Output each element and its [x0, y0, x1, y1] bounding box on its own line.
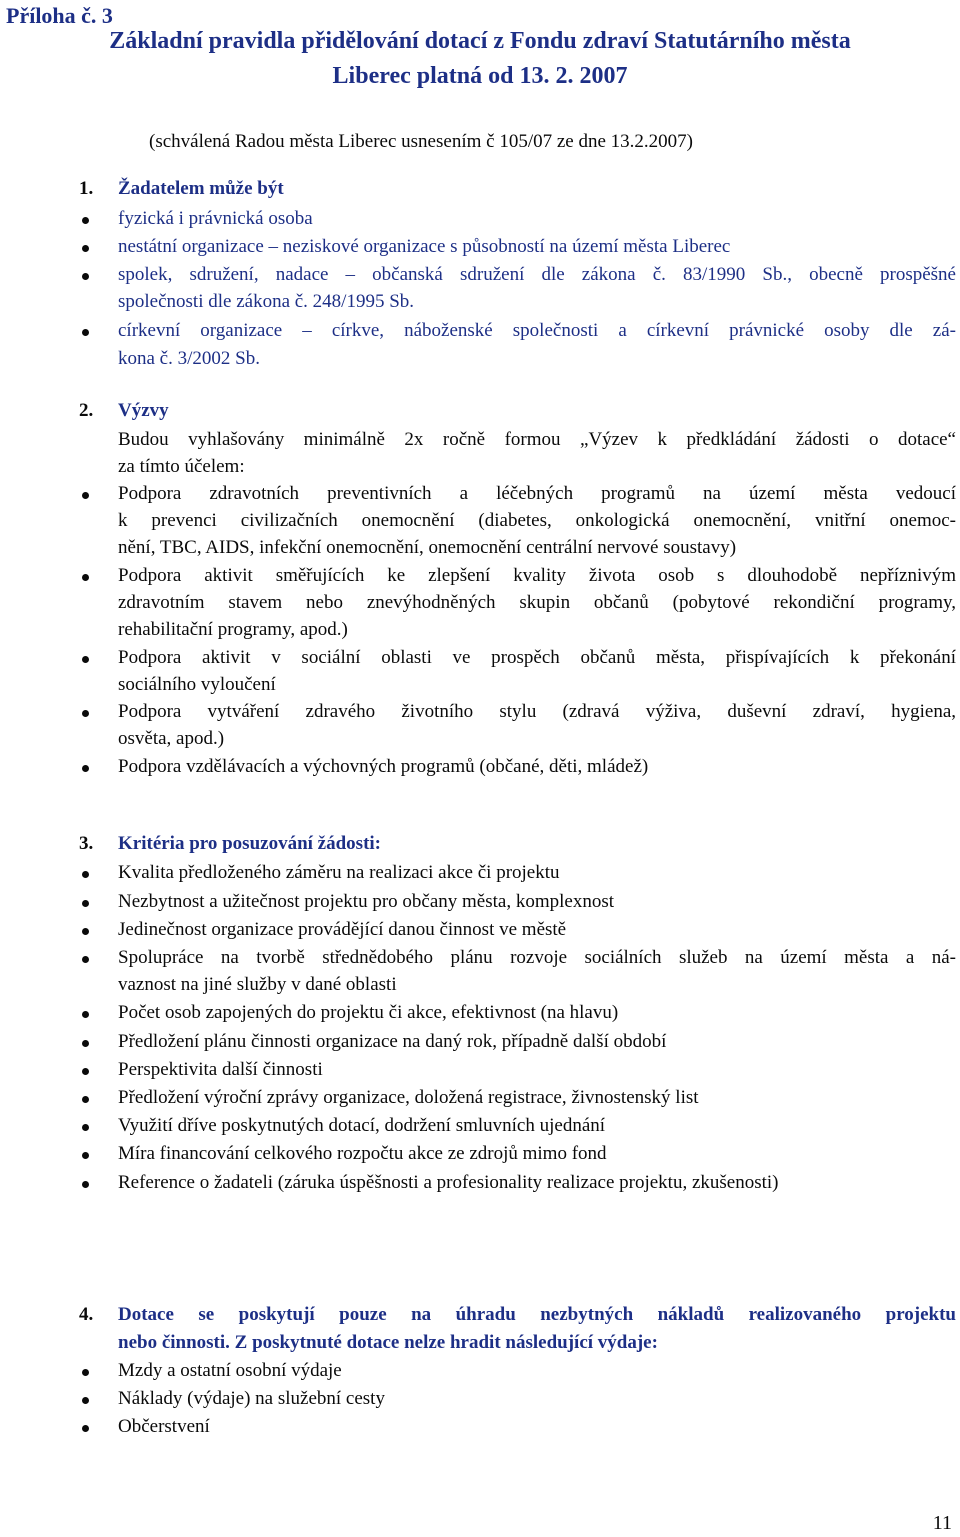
list-item: Předložení výroční zprávy organizace, doložená registrace, živnostenský list [118, 1087, 699, 1108]
list-item-continuation: společnosti dle zákona č. 248/1995 Sb. [118, 291, 415, 312]
bullet-icon [82, 1181, 89, 1188]
section3-heading: Kritéria pro posuzování žádosti: [118, 833, 382, 854]
list-item: spolek, sdružení, nadace – občanská sdružení dle zákona č. 83/1990 Sb., obecně prospěšné [118, 264, 956, 285]
list-item-continuation: vaznost na jiné služby v dané oblasti [118, 974, 397, 995]
list-item: Mzdy a ostatní osobní výdaje [118, 1360, 342, 1381]
page-number: 11 [932, 1512, 952, 1534]
document-title-line2: Liberec platná od 13. 2. 2007 [332, 63, 628, 89]
list-item: Předložení plánu činnosti organizace na daný rok, případně další období [118, 1031, 667, 1052]
bullet-icon [82, 1425, 89, 1432]
list-item: Náklady (výdaje) na služební cesty [118, 1388, 385, 1409]
list-item: Nezbytnost a užitečnost projektu pro občany města, komplexnost [118, 891, 614, 912]
section2-intro-continuation: za tímto účelem: [118, 456, 245, 477]
bullet-icon [82, 574, 89, 581]
bullet-icon [82, 1040, 89, 1047]
section1-number: 1. [79, 178, 94, 199]
bullet-icon [82, 656, 89, 663]
list-item: fyzická i právnická osoba [118, 208, 313, 229]
list-item: Perspektivita další činnosti [118, 1059, 323, 1080]
bullet-icon [82, 1152, 89, 1159]
annex-label: Příloha č. 3 [6, 3, 113, 28]
section2-heading: Výzvy [118, 400, 169, 421]
list-item: církevní organizace – církve, náboženské společnosti a církevní právnické osoby dle zá- [118, 320, 956, 341]
list-item: Využití dříve poskytnutých dotací, dodržení smluvních ujednání [118, 1115, 606, 1136]
list-item-continuation: sociálního vyloučení [118, 674, 276, 695]
section3-number: 3. [79, 833, 94, 854]
approval-note: (schválená Radou města Liberec usnesením č 105/07 ze dne 13.2.2007) [149, 131, 693, 152]
list-item: nestátní organizace – neziskové organizace s působností na území města Liberec [118, 236, 731, 257]
bullet-icon [82, 1397, 89, 1404]
bullet-icon [82, 900, 89, 907]
list-item: Podpora vytváření zdravého životního stylu (zdravá výživa, duševní zdraví, hygiena, [118, 701, 956, 722]
bullet-icon [82, 492, 89, 499]
list-item-continuation: osvěta, apod.) [118, 728, 225, 749]
list-item: Kvalita předloženého záměru na realizaci akce či projektu [118, 862, 560, 883]
list-item-continuation: nění, TBC, AIDS, infekční onemocnění, onemocnění centrální nervové soustavy) [118, 537, 737, 558]
section2-intro: Budou vyhlašovány minimálně 2x ročně formou „Výzev k předkládání žádosti o dotace“ [118, 429, 956, 450]
bullet-icon [82, 710, 89, 717]
list-item: Podpora aktivit v sociální oblasti ve prospěch občanů města, přispívajících k překonání [118, 647, 956, 668]
list-item: Jedinečnost organizace provádějící danou činnost ve městě [118, 919, 567, 940]
list-item-continuation: zdravotním stavem nebo znevýhodněných skupin občanů (pobytové rekondiční programy, [118, 592, 956, 613]
document-title-line1: Základní pravidla přidělování dotací z Fondu zdraví Statutárního města [109, 28, 851, 54]
list-item: Podpora zdravotních preventivních a léčebných programů na území města vedoucí [118, 483, 956, 504]
section4-heading-continuation: nebo činnosti. Z poskytnuté dotace nelze hradit následující výdaje: [118, 1332, 658, 1353]
bullet-icon [82, 956, 89, 963]
list-item: Občerstvení [118, 1416, 210, 1437]
list-item-continuation: k prevenci civilizačních onemocnění (diabetes, onkologická onemocnění, vnitřní onemoc- [118, 510, 956, 531]
section4-heading: Dotace se poskytují pouze na úhradu nezbytných nákladů realizovaného projektu [118, 1304, 956, 1325]
bullet-icon [82, 329, 89, 336]
section2-number: 2. [79, 400, 94, 421]
list-item: Míra financování celkového rozpočtu akce ze zdrojů mimo fond [118, 1143, 607, 1164]
list-item: Reference o žadateli (záruka úspěšnosti a profesionality realizace projektu, zkušenosti) [118, 1172, 779, 1193]
list-item: Spolupráce na tvorbě střednědobého plánu rozvoje sociálních služeb na území města a ná- [118, 947, 956, 968]
bullet-icon [82, 871, 89, 878]
bullet-icon [82, 1369, 89, 1376]
bullet-icon [82, 1011, 89, 1018]
section1-heading: Žadatelem může být [118, 178, 284, 199]
bullet-icon [82, 1124, 89, 1131]
bullet-icon [82, 928, 89, 935]
list-item: Podpora vzdělávacích a výchovných programů (občané, děti, mládež) [118, 756, 649, 777]
list-item: Počet osob zapojených do projektu či akce, efektivnost (na hlavu) [118, 1002, 619, 1023]
bullet-icon [82, 1068, 89, 1075]
list-item-continuation: kona č. 3/2002 Sb. [118, 348, 260, 369]
section4-number: 4. [79, 1304, 94, 1325]
bullet-icon [82, 217, 89, 224]
bullet-icon [82, 1096, 89, 1103]
bullet-icon [82, 245, 89, 252]
list-item: Podpora aktivit směřujících ke zlepšení kvality života osob s dlouhodobě nepříznivým [118, 565, 956, 586]
list-item-continuation: rehabilitační programy, apod.) [118, 619, 348, 640]
bullet-icon [82, 273, 89, 280]
bullet-icon [82, 765, 89, 772]
